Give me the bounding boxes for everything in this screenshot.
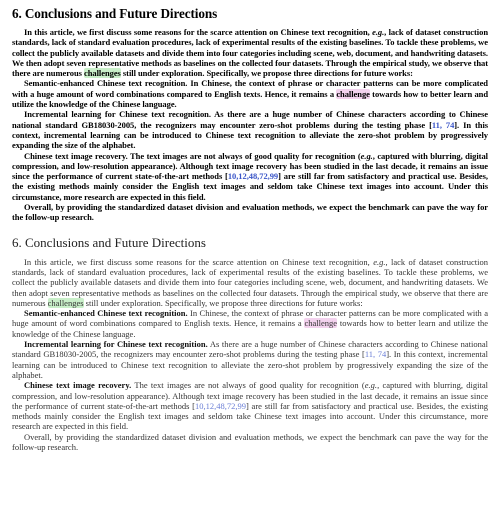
section-bold-version: [12, 6, 488, 223]
recovery-paragraph: [12, 151, 488, 202]
incremental-paragraph: [12, 109, 488, 150]
highlighted-word: challenges: [84, 68, 121, 79]
overall-paragraph: Overall, by providing the standardized dataset division and evaluation methods, we expect the benchmark can pave the way for the follow-up research.: [12, 431, 488, 452]
text-run: ]. In this context, incremental learning can be introduced to Chinese text recognition to alleviate the zero-shot problem by progressively expanding the size of the alphabet.: [12, 119, 489, 151]
overall-paragraph: Overall, by providing the standardized dataset division and evaluation methods, we expect the benchmark can pave the way for the follow-up research.: [12, 202, 488, 223]
text-run: e.g.: [372, 27, 385, 37]
text-run: , captured with blurring, digital compression, and low-resolution appearance). Although text image recovery has been studied in the last decade, it remains an issue since the performance of current state-of-the-art methods [: [12, 380, 489, 411]
text-run: ]. In this context, incremental learning can be introduced to Chinese text recognition to alleviate the zero-shot problem by progressively expanding the size of the alphabet.: [12, 349, 488, 380]
section-regular-version: [12, 235, 488, 453]
highlighted-word: challenge: [336, 88, 370, 99]
recovery-paragraph: [12, 380, 488, 431]
text-run: As there are a huge number of Chinese characters according to Chinese national standard GB18030-2005, the recognizers may encounter zero-shot problems during the testing phase [: [12, 109, 488, 130]
paragraph-lead: Chinese text image recovery.: [24, 150, 128, 161]
text-run: e.g.: [360, 150, 373, 161]
paragraph-lead: Incremental learning for Chinese text recognition.: [24, 339, 208, 350]
text-run: In this article, we first discuss some reasons for the scarce attention on Chinese text recognition,: [24, 256, 374, 267]
intro-paragraph: [12, 257, 488, 308]
paragraph-lead: Semantic-enhanced Chinese text recognition.: [24, 308, 188, 319]
text-run: In Chinese, the context of phrase or character patterns can be more complicated with a huge amount of word combinations compared to English texts. Hence, it remains a: [12, 78, 488, 99]
text-run: , lack of dataset construction standards, lack of standard evaluation procedures, lack of experimental results of the existing baselines. To tackle these problems, we collect the publicly available datasets and divide them into four categories including scene, web, document, and handwriting datasets. We then adopt seven representative methods as baselines on the collected four datasets. Through the empirical study, we observe that there are numerous: [12, 27, 488, 79]
text-run: e.g.: [364, 380, 378, 391]
text-run: As there are a huge number of Chinese characters according to Chinese national standard GB18030-2005, the recognizers may encounter zero-shot problems during the testing phase [: [12, 339, 488, 360]
semantic-paragraph: [12, 308, 488, 339]
paragraph-lead: Incremental learning for Chinese text recognition.: [24, 109, 211, 120]
text-run: towards how to better learn and utilize the knowledge of the Chinese language.: [12, 318, 488, 339]
text-run: The text images are not always of good quality for recognition (: [131, 380, 365, 391]
citation-link[interactable]: 11, 74: [364, 349, 387, 360]
paragraph-lead: Semantic-enhanced Chinese text recognition.: [24, 78, 188, 89]
text-run: In Chinese, the context of phrase or character patterns can be more complicated with a huge amount of word combinations compared to English texts. Hence, it remains a: [12, 308, 489, 329]
text-run: , captured with blurring, digital compression, and low-resolution appearance). Although text image recovery has been studied in the last decade, it remains an issue since the performance of current state-of-the-art methods [: [12, 150, 488, 182]
semantic-paragraph: [12, 78, 488, 109]
intro-paragraph: [12, 27, 488, 78]
text-run: e.g.: [373, 256, 386, 267]
citation-link[interactable]: 10,12,48,72,99: [227, 171, 279, 182]
text-run: ] are still far from satisfactory and practical use. Besides, the existing methods mainly consider the English text images and seldom take Chinese text images into account. Under this circumstance, more research are expected in this field.: [12, 171, 488, 202]
paragraph-lead: Chinese text image recovery.: [24, 380, 132, 391]
section-heading: 6. Conclusions and Future Directions: [12, 234, 206, 250]
highlighted-word: challenges: [47, 297, 84, 308]
text-run: ] are still far from satisfactory and practical use. Besides, the existing methods mainly consider the English text images and seldom take Chinese text images into account. Under this circumstance, more research are expected in this field.: [12, 400, 488, 432]
text-run: The text images are not always of good quality for recognition (: [127, 150, 361, 161]
citation-link[interactable]: 10,12,48,72,99: [195, 400, 246, 411]
incremental-paragraph: [12, 339, 488, 380]
section-heading: 6. Conclusions and Future Directions: [12, 6, 218, 21]
text-run: In this article, we first discuss some reasons for the scarce attention on Chinese text recognition,: [24, 27, 373, 37]
citation-link[interactable]: 11, 74: [431, 119, 455, 130]
highlighted-word: challenge: [304, 318, 338, 329]
text-run: still under exploration. Specifically, we propose three directions for future works:: [120, 68, 413, 79]
text-run: still under exploration. Specifically, we propose three directions for future works:: [83, 297, 363, 308]
text-run: towards how to better learn and utilize the knowledge of the Chinese language.: [12, 88, 488, 110]
text-run: , lack of dataset construction standards, lack of standard evaluation procedures, lack of experimental results of the existing baselines. To tackle these problems, we collect the publicly available datasets and divide them into four categories including scene, web, document, and handwriting datasets. We then adopt seven representative methods as baselines on the collected four datasets. Through the empirical study, we observe that there are numerous: [12, 256, 488, 308]
